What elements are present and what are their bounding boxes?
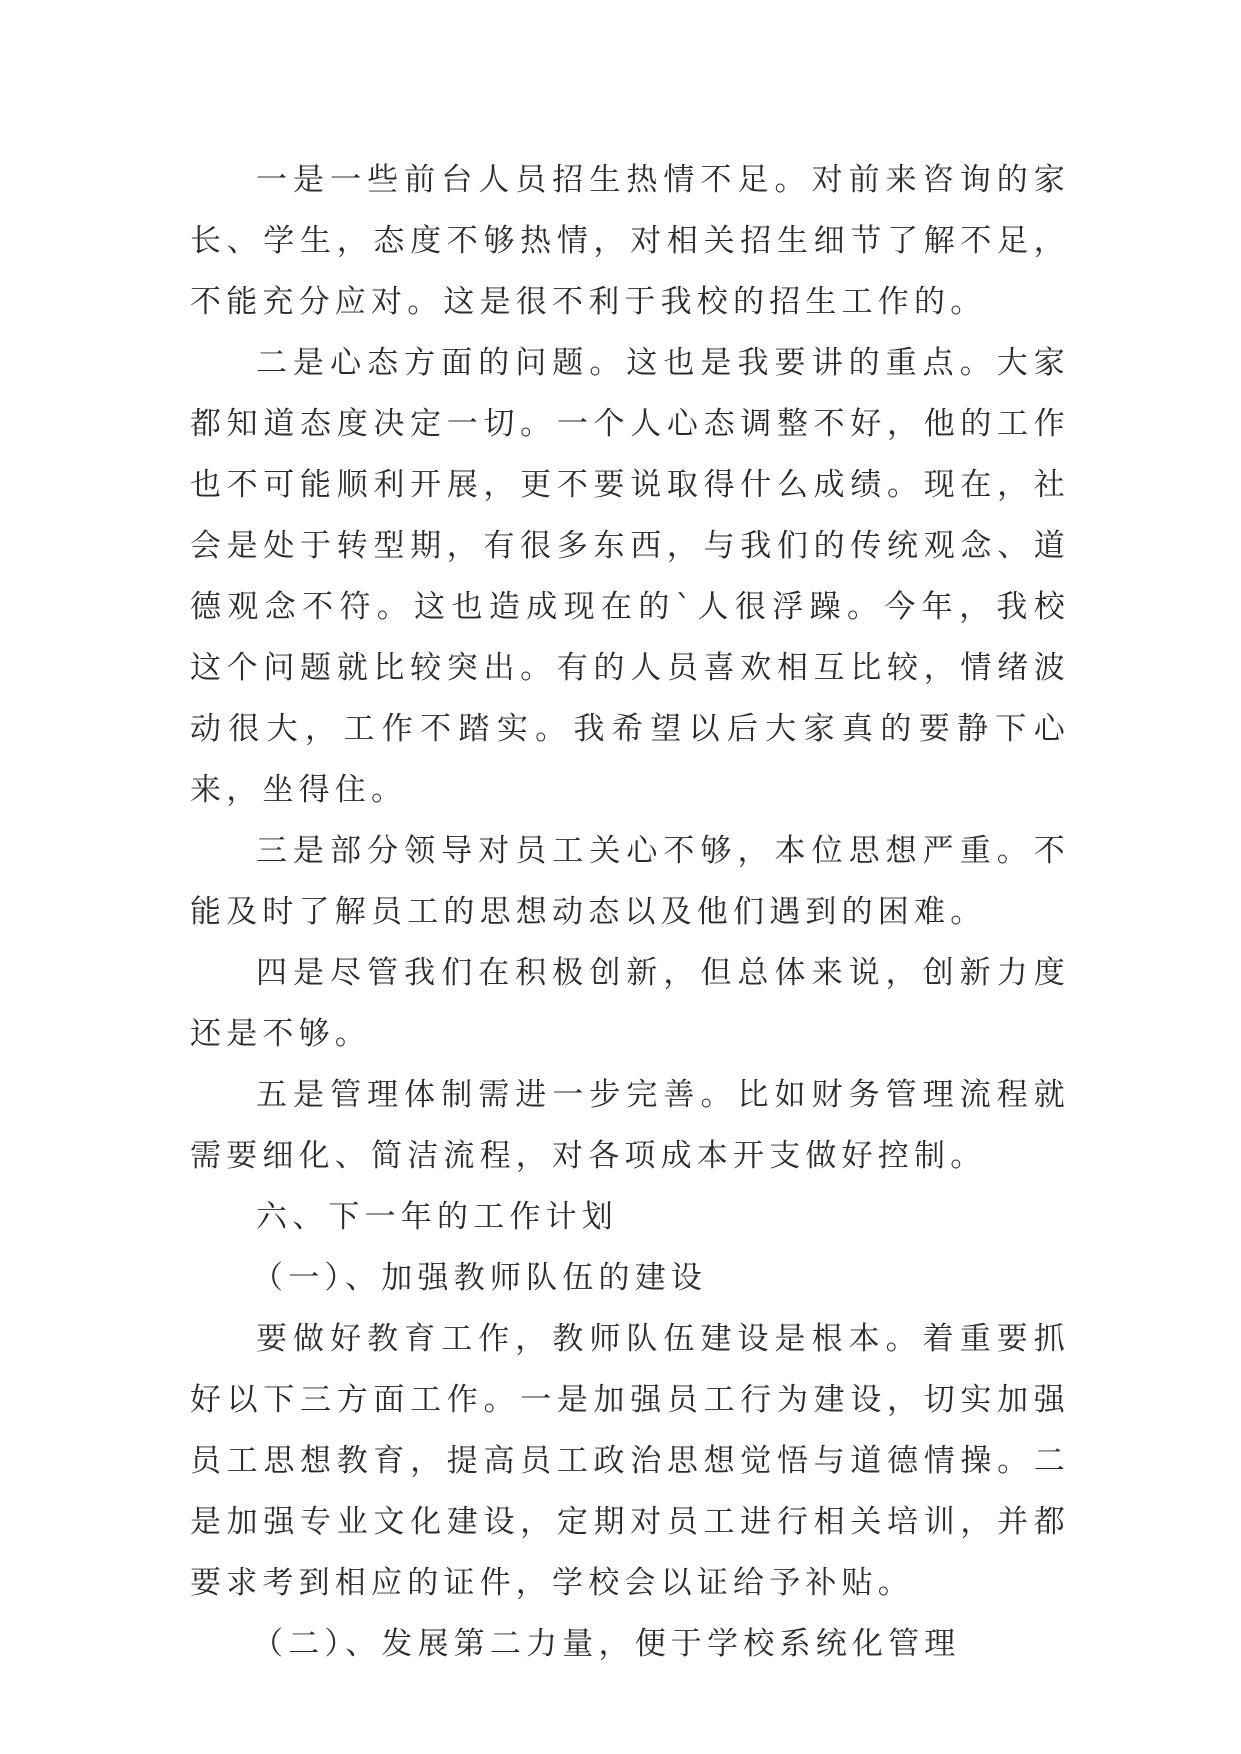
paragraph-issue-1: 一是一些前台人员招生热情不足。对前来咨询的家长、学生，态度不够热情，对相关招生细节了解不足，不能充分应对。这是很不利于我校的招生工作的。	[190, 162, 1070, 320]
paragraph-issue-5: 五是管理体制需进一步完善。比如财务管理流程就需要细化、简洁流程，对各项成本开支做好控制。	[190, 1077, 1070, 1174]
paragraph-issue-4: 四是尽管我们在积极创新，但总体来说，创新力度还是不够。	[190, 955, 1070, 1052]
subheading-teacher-team: （一）、加强教师队伍的建设	[252, 1260, 708, 1296]
subheading-second-force: （二）、发展第二力量，便于学校系统化管理	[252, 1626, 961, 1662]
document-body	[190, 150, 1070, 1675]
paragraph-issue-3: 三是部分领导对员工关心不够，本位思想严重。不能及时了解员工的思想动态以及他们遇到的困难。	[190, 833, 1070, 930]
paragraph-issue-2: 二是心态方面的问题。这也是我要讲的重点。大家都知道态度决定一切。一个人心态调整不好，他的工作也不可能顺利开展，更不要说取得什么成绩。现在，社会是处于转型期，有很多东西，与我们的传统观念、道德观念不符。这也造成现在的`人很浮躁。今年，我校这个问题就比较突出。有的人员喜欢相互比较，情绪波动很大，工作不踏实。我希望以后大家真的要静下心来，坐得住。	[190, 345, 1070, 808]
paragraph-teacher-team: 要做好教育工作，教师队伍建设是根本。着重要抓好以下三方面工作。一是加强员工行为建设，切实加强员工思想教育，提高员工政治思想觉悟与道德情操。二是加强专业文化建设，定期对员工进行相关培训，并都要求考到相应的证件，学校会以证给予补贴。	[190, 1321, 1070, 1601]
section-heading-plan: 六、下一年的工作计划	[256, 1199, 618, 1235]
